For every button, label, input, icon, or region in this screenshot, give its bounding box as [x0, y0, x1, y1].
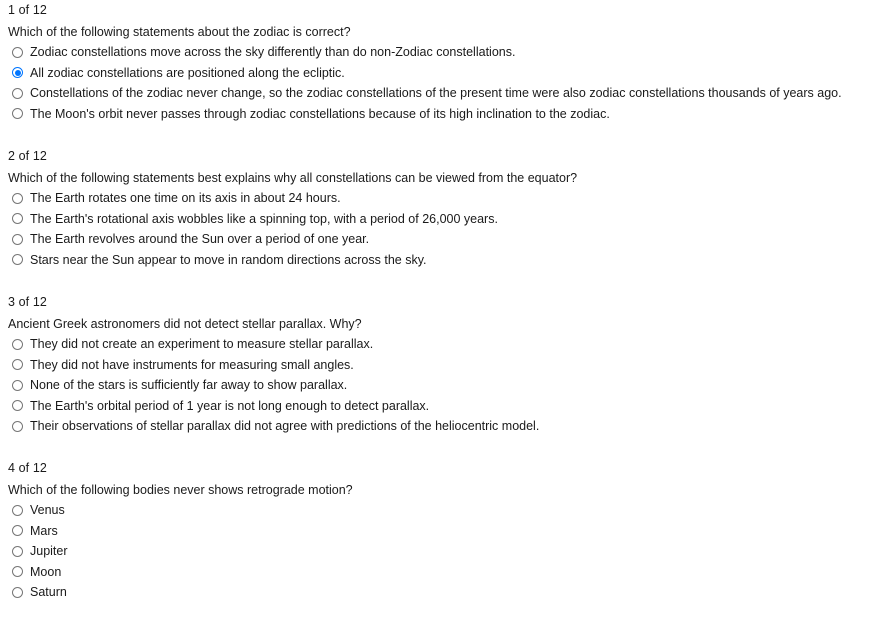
- answer-label[interactable]: Venus: [30, 503, 65, 518]
- radio-button[interactable]: [12, 400, 23, 411]
- question-prompt: Ancient Greek astronomers did not detect stellar parallax. Why?: [8, 317, 362, 331]
- question-2: [8, 146, 577, 270]
- question-prompt: Which of the following statements about the zodiac is correct?: [8, 25, 351, 39]
- question-counter: 2 of 12: [8, 149, 47, 163]
- radio-button[interactable]: [12, 359, 23, 370]
- answer-label[interactable]: Saturn: [30, 585, 67, 600]
- answer-label[interactable]: The Earth revolves around the Sun over a period of one year.: [30, 232, 370, 247]
- answer-label[interactable]: None of the stars is sufficiently far away to show parallax.: [30, 378, 348, 393]
- answer-label[interactable]: Stars near the Sun appear to move in random directions across the sky.: [30, 252, 427, 267]
- radio-button[interactable]: [12, 546, 23, 557]
- answer-option[interactable]: [8, 375, 539, 396]
- question-counter: 4 of 12: [8, 461, 47, 475]
- radio-button[interactable]: [12, 587, 23, 598]
- answer-option[interactable]: [8, 42, 842, 63]
- answer-option[interactable]: [8, 521, 353, 542]
- answer-option[interactable]: [8, 416, 539, 437]
- radio-button[interactable]: [12, 254, 23, 265]
- answer-option[interactable]: [8, 396, 539, 417]
- answer-option[interactable]: [8, 83, 842, 104]
- radio-button[interactable]: [12, 213, 23, 224]
- answer-label[interactable]: The Moon's orbit never passes through zodiac constellations because of its high inclination to the zodiac.: [30, 106, 610, 121]
- answer-label[interactable]: Mars: [30, 523, 58, 538]
- radio-button[interactable]: [12, 380, 23, 391]
- answer-label[interactable]: The Earth's orbital period of 1 year is not long enough to detect parallax.: [30, 398, 430, 413]
- question-prompt: Which of the following bodies never shows retrograde motion?: [8, 483, 353, 497]
- radio-button[interactable]: [12, 525, 23, 536]
- answer-option[interactable]: [8, 582, 353, 603]
- question-3: [8, 292, 539, 437]
- answer-label[interactable]: Zodiac constellations move across the sky differently than do non-Zodiac constellations.: [30, 45, 516, 60]
- answer-options: [8, 42, 842, 124]
- answer-label[interactable]: Constellations of the zodiac never change, so the zodiac constellations of the present time were also zodiac constellations thousands of years ago.: [30, 86, 842, 101]
- radio-button[interactable]: [12, 108, 23, 119]
- radio-button[interactable]: [12, 421, 23, 432]
- answer-option[interactable]: [8, 334, 539, 355]
- answer-options: [8, 334, 539, 437]
- answer-option[interactable]: [8, 63, 842, 84]
- answer-option[interactable]: [8, 250, 577, 271]
- answer-option[interactable]: [8, 355, 539, 376]
- answer-option[interactable]: [8, 104, 842, 125]
- answer-label[interactable]: They did not have instruments for measuring small angles.: [30, 357, 354, 372]
- answer-label[interactable]: The Earth rotates one time on its axis in about 24 hours.: [30, 191, 341, 206]
- radio-button[interactable]: [12, 505, 23, 516]
- radio-button[interactable]: [12, 193, 23, 204]
- question-counter: 3 of 12: [8, 295, 47, 309]
- answer-option[interactable]: [8, 541, 353, 562]
- question-1: [8, 0, 842, 124]
- answer-label[interactable]: The Earth's rotational axis wobbles like a spinning top, with a period of 26,000 years.: [30, 211, 498, 226]
- radio-button[interactable]: [12, 234, 23, 245]
- answer-label[interactable]: Jupiter: [30, 544, 68, 559]
- radio-button[interactable]: [12, 67, 23, 78]
- radio-button[interactable]: [12, 47, 23, 58]
- answer-options: [8, 188, 577, 270]
- answer-option[interactable]: [8, 229, 577, 250]
- radio-button[interactable]: [12, 566, 23, 577]
- answer-option[interactable]: [8, 188, 577, 209]
- question-prompt: Which of the following statements best explains why all constellations can be viewed from the equator?: [8, 171, 578, 185]
- answer-options: [8, 500, 353, 603]
- answer-option[interactable]: [8, 562, 353, 583]
- answer-option[interactable]: [8, 209, 577, 230]
- radio-button[interactable]: [12, 339, 23, 350]
- question-4: [8, 458, 353, 603]
- answer-label[interactable]: They did not create an experiment to measure stellar parallax.: [30, 337, 374, 352]
- answer-label[interactable]: All zodiac constellations are positioned along the ecliptic.: [30, 65, 345, 80]
- answer-option[interactable]: [8, 500, 353, 521]
- answer-label[interactable]: Moon: [30, 564, 62, 579]
- answer-label[interactable]: Their observations of stellar parallax did not agree with predictions of the heliocentric model.: [30, 419, 540, 434]
- radio-button[interactable]: [12, 88, 23, 99]
- question-counter: 1 of 12: [8, 3, 47, 17]
